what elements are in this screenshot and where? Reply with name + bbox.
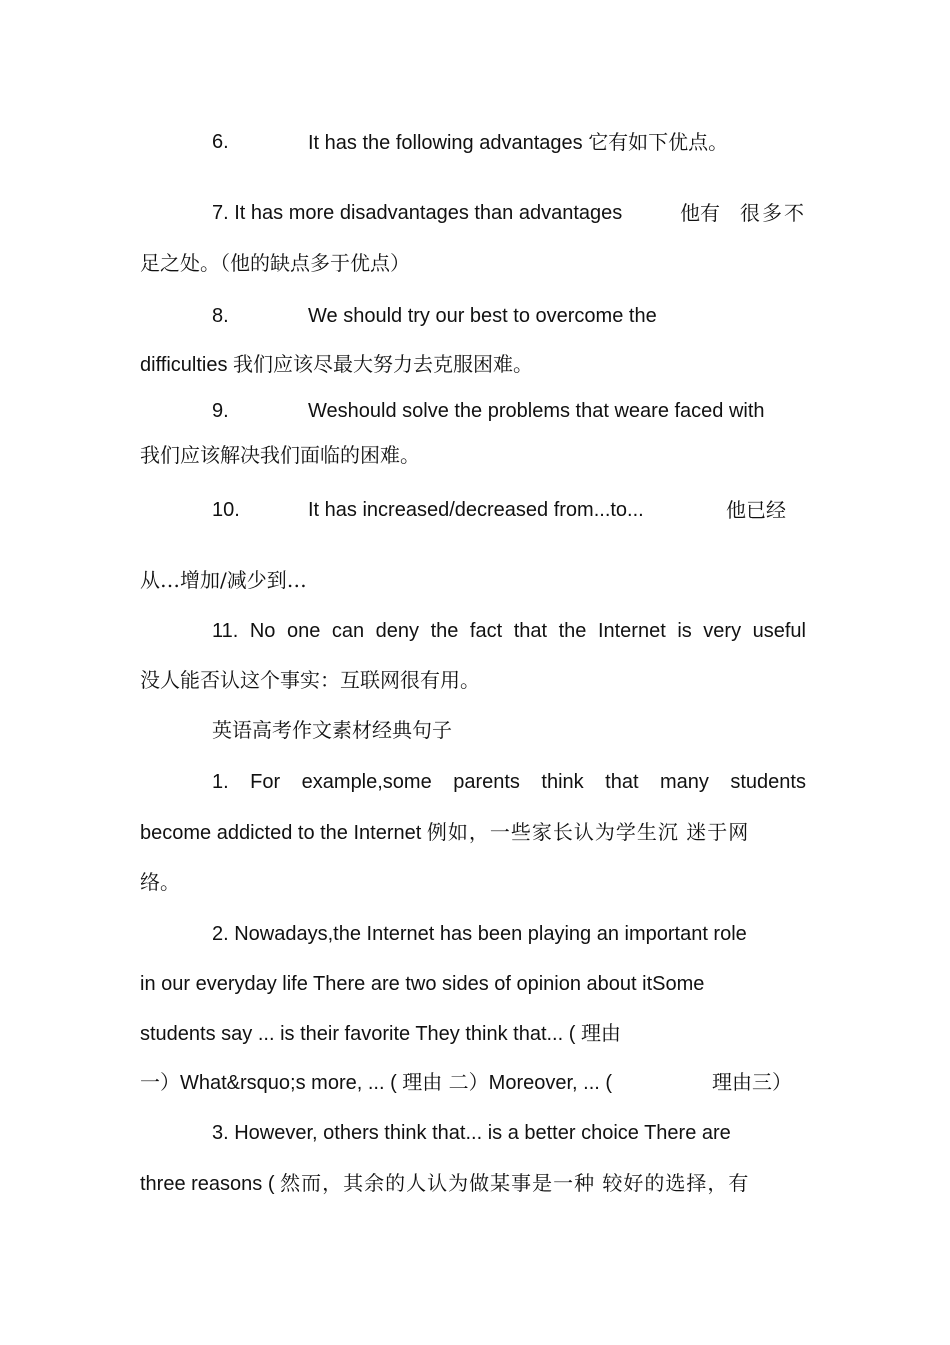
chinese-text: 理由 [580, 1021, 621, 1045]
word: parents [453, 771, 520, 793]
word: example,some [301, 771, 432, 793]
chinese-text: 然而，其余的人认为做某事是一种 较好的选择，有 [280, 1171, 750, 1195]
item-number: 8. [212, 305, 229, 327]
english-text: Weshould solve the problems that weare faced with [308, 400, 765, 422]
word: many [659, 771, 709, 793]
word: students [730, 771, 806, 793]
chinese-text: 他已经 [726, 498, 786, 522]
item-number: 9. [212, 400, 229, 422]
word: that [605, 771, 639, 793]
chinese-text: 他有 [680, 201, 720, 225]
word: For [250, 771, 281, 793]
chinese-text: 例如，一些家长认为学生沉 迷于网 [426, 820, 750, 844]
chinese-text: 它有如下优点。 [588, 130, 729, 154]
sentence-3-line1: 3. However, others think that... is a better choice There are [212, 1122, 731, 1144]
list-item-7-line2: 足之处。（他的缺点多于优点） [140, 251, 410, 275]
list-item-7-line1 [212, 200, 622, 226]
chinese-text: 理由三） [712, 1070, 792, 1094]
list-item-10-line2: 从…增加/减少到… [140, 568, 307, 592]
sentence-3-line2 [140, 1170, 749, 1197]
english-text: become addicted to the Internet [140, 822, 427, 844]
sentence-2-line1: 2. Nowadays,the Internet has been playing an important role [212, 923, 747, 945]
chinese-text: 理由 二） [402, 1070, 489, 1094]
item-text [308, 129, 728, 156]
english-text: It has increased/decreased from...to... [308, 499, 644, 521]
item-number: 6. [212, 131, 229, 153]
sentence-2-line4 [140, 1069, 800, 1096]
sentence-2-line3 [140, 1020, 621, 1047]
chinese-text: 很多不 [740, 201, 806, 225]
english-text: Moreover, ... ( [488, 1072, 613, 1094]
english-text: What&rsquo;s more, ... ( [180, 1072, 403, 1094]
list-item-8-line2 [140, 351, 533, 378]
list-item-9-line2: 我们应该解决我们面临的困难。 [140, 443, 420, 467]
english-text: difficulties [140, 354, 234, 376]
sentence-1-line1 [212, 769, 806, 795]
english-text: 7. It has more disadvantages than advantages [212, 202, 623, 224]
sentence-1-line2 [140, 819, 749, 846]
list-item-11-line2: 没人能否认这个事实：互联网很有用。 [140, 668, 480, 692]
word: think [541, 771, 584, 793]
list-item-11: 11. No one can deny the fact that the Internet is very useful [212, 620, 806, 642]
english-text: It has the following advantages [308, 132, 589, 154]
english-text: We should try our best to overcome the [308, 305, 657, 327]
word: 1. [212, 771, 229, 793]
item-number: 10. [212, 499, 240, 521]
chinese-text: 我们应该尽最大努力去克服困难。 [233, 352, 534, 376]
section-title: 英语高考作文素材经典句子 [212, 718, 452, 742]
chinese-text: 一） [140, 1070, 180, 1094]
sentence-2-line2: in our everyday life There are two sides of opinion about itSome [140, 973, 705, 995]
english-text: three reasons ( [140, 1173, 281, 1195]
sentence-1-line3: 络。 [140, 870, 180, 894]
english-text: students say ... is their favorite They think that... ( [140, 1023, 581, 1045]
